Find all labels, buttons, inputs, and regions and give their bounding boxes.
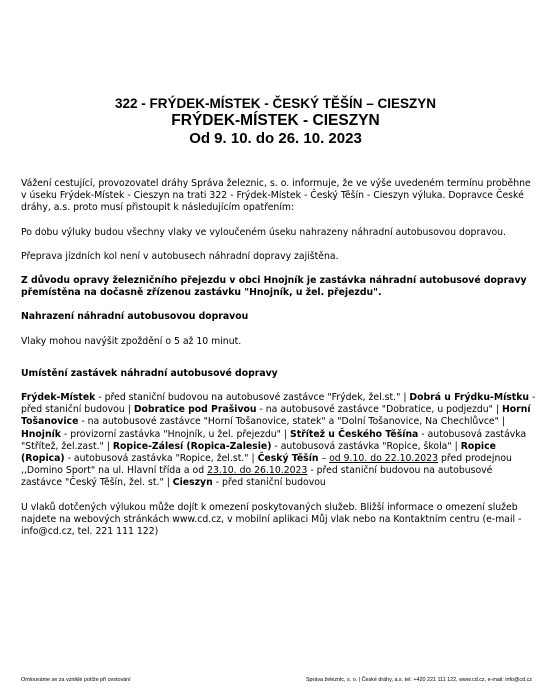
stop-description: - před staniční budovou | (21, 392, 536, 416)
stop-name: Český Těšín (257, 453, 319, 465)
stop-name: Frýdek-Místek (21, 392, 96, 404)
line-title: 322 - FRÝDEK-MÍSTEK - ČESKÝ TĚŠÍN – CIESZYN (114, 96, 437, 111)
stop-description: - před staniční budovou (212, 477, 326, 489)
stop-name: Hnojník (21, 428, 61, 440)
footer-apology: Omlouváme se za vzniklé potíže při cestování (21, 677, 131, 683)
delay-paragraph: Vlaky mohou navýšit zpoždění o 5 až 10 minut. (21, 335, 242, 347)
stop-description: - před staniční budovou na autobusové zastávce "Frýdek, žel.st." | (95, 392, 410, 404)
stop-name: Dobratice pod Prašivou (133, 404, 257, 416)
section-title: FRÝDEK-MÍSTEK - CIESZYN (171, 112, 380, 129)
stop-description: - na autobusové zastávce "Horní Tošanovice, statek" a "Dolní Tošanovice, Na Chechlůvce" | (78, 416, 506, 428)
stop-name: Cieszyn (172, 477, 213, 489)
stop-description: před prodejnou ,,Domino Sport" na ul. Hlavní třída a od (21, 453, 512, 477)
stop-description: – (318, 453, 330, 465)
replacement-paragraph: Po dobu výluky budou všechny vlaky ve vyloučeném úseku nahrazeny náhradní autobusovou dopravou. (21, 226, 506, 238)
stop-name: Střítež u Českého Těšína (290, 428, 419, 440)
date-period: od 9.10. do 22.10.2023 (329, 453, 439, 465)
stops-heading: Umístění zastávek náhradní autobusové dopravy (21, 367, 278, 379)
stop-name: Ropice-Zálesí (Ropica-Zalesie) (112, 440, 272, 452)
date-range: Od 9. 10. do 26. 10. 2023 (189, 130, 362, 147)
stop-description: - autobusová zastávka "Ropice, škola" | (271, 440, 461, 452)
crossing-paragraph: Z důvodu opravy železničního přejezdu v obci Hnojník je zastávka náhradní autobusové dopravy přemístěna na dočasně zřízenou zastávku "Hnojník, u žel. přejezdu". (21, 275, 527, 299)
stop-description: - před staniční budovou na autobusové zastávce "Český Těšín, žel. st." | (21, 465, 493, 489)
stop-description: - na autobusové zastávce "Dobratice, u podjezdu" | (256, 404, 502, 416)
replacement-heading: Nahrazení náhradní autobusovou dopravou (21, 311, 249, 323)
stop-name: Horní Tošanovice (21, 404, 531, 428)
stop-description: - provizorní zastávka "Hnojník, u žel. přejezdu" | (60, 428, 290, 440)
stop-name: Dobrá u Frýdku-Místku (409, 392, 530, 404)
date-period: 23.10. do 26.10.2023 (207, 465, 308, 477)
notice-header (0, 96, 551, 148)
notice-body (21, 178, 536, 538)
stops-paragraph (21, 392, 536, 490)
bikes-paragraph: Přeprava jízdních kol není v autobusech náhradní dopravy zajištěna. (21, 250, 339, 262)
closing-paragraph: U vlaků dotčených výlukou může dojít k omezení poskytovaných služeb. Bližší informace o omezení služeb najdete na webových stránkách www.cd.cz, v mobilní aplikaci Můj vlak nebo na Kontaktním centru (e-mail - info@cd.cz, tel. 221 111 122) (21, 501, 522, 538)
stop-description: - autobusová zastávka "Střítež, žel.zast." | (21, 428, 527, 452)
intro-paragraph: Vážení cestující, provozovatel dráhy Správa železnic, s. o. informuje, že ve výše uvedeném termínu proběhne v úseku Frýdek-Místek - Cieszyn na trati 322 - Frýdek-Místek - Český Těšín - Cieszyn výluka. Dopravce České dráhy, a.s. proto musí přistoupit k následujícím opatřením: (21, 178, 531, 214)
stop-description: - autobusová zastávka "Ropice, žel.st." | (64, 453, 258, 465)
stop-name: Ropice (Ropica) (21, 440, 496, 465)
footer-contact: Správa železnic, s. o. | České dráhy, a.s. tel: +420 221 111 122, www.cd.cz, e-mail: info@cd.cz (305, 677, 532, 683)
